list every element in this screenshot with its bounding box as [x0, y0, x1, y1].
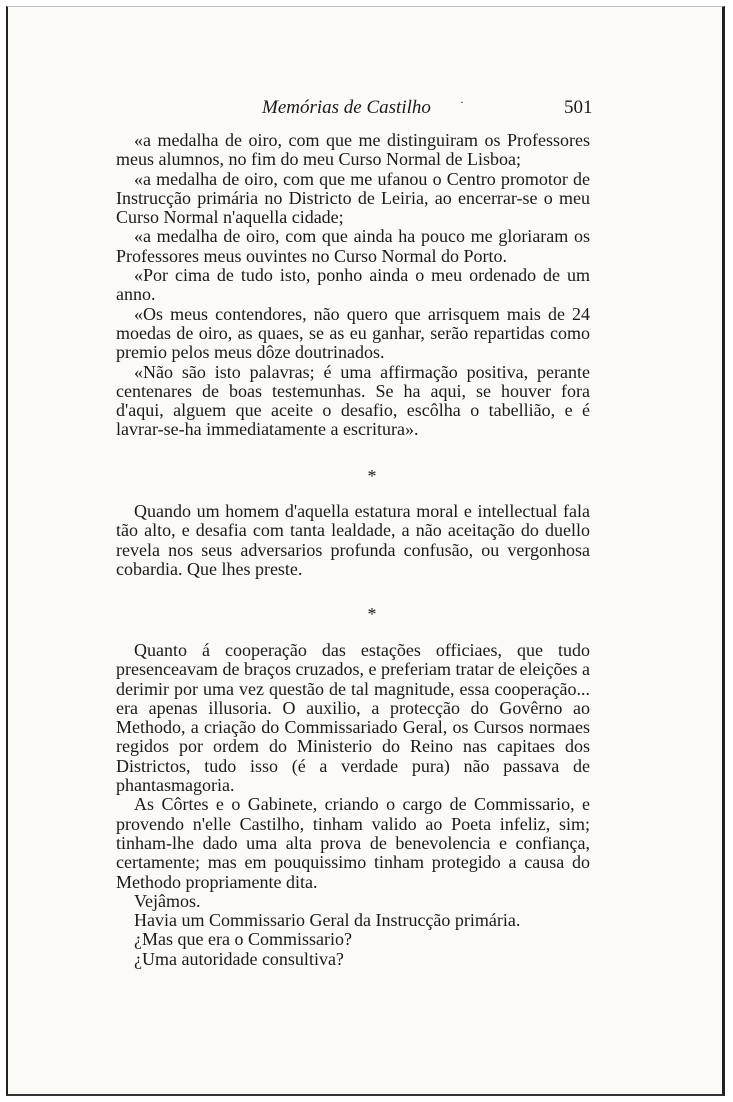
running-title: Memórias de Castilho [262, 97, 431, 118]
commentary-section [116, 502, 590, 579]
book-page [6, 6, 725, 1096]
paragraph: «a medalha de oiro, com que me distinguiram os Professores meus alumnos, no fim do meu Curso Normal de Lisboa; [116, 130, 590, 170]
paragraph: Havia um Commissario Geral da Instrucção primária. [134, 910, 521, 931]
page-header [8, 97, 722, 121]
paragraph: ¿Mas que era o Commissario? [134, 929, 352, 950]
paragraph: «a medalha de oiro, com que me ufanou o Centro promotor de Instrucção primária no Districto de Leiria, ao encerrar-se o meu Curso Normal n'aquella cidade; [116, 168, 590, 228]
paragraph: «Por cima de tudo isto, ponho ainda o meu ordenado de um anno. [116, 265, 590, 305]
header-dot: · [460, 95, 464, 109]
asterisk-divider: * [367, 604, 377, 624]
asterisk-divider: * [367, 466, 377, 486]
paragraph: ¿Uma autoridade consultiva? [134, 948, 344, 969]
section-divider [8, 467, 722, 485]
page-number: 501 [564, 97, 593, 118]
paragraph: Quanto á cooperação das estações officiaes, que tudo presenceavam de braços cruzados, e preferiam tratar de eleições a derimir por uma vez questão de tal magnitude, essa cooperação... era apenas illusoria. O auxilio, a protecção do Govêrno ao Methodo, a criação do Commissariado Geral, os Cursos normaes regidos por ordem do Ministerio do Reino nas capitaes dos Districtos, tudo isso (é a verdade pura) não passava de phantasmagoria. [116, 640, 590, 796]
cooperation-section [116, 641, 590, 969]
paragraph: «Não são isto palavras; é uma affirmação positiva, perante centenares de boas testemunhas. Se ha aqui, se houver fora d'aqui, alguem que aceite o desafio, escôlha o tabellião, e é lavrar-se-ha immediatamente a escritura». [116, 361, 590, 440]
paragraph: As Côrtes e o Gabinete, criando o cargo de Commissario, e provendo n'elle Castilho, tinham valido ao Poeta infeliz, sim; tinham-lhe dado uma alta prova de benevolencia e confiança, certamente; mas em pouquissimo tinham protegido a causa do Methodo propriamente dita. [116, 794, 590, 892]
paragraph: «a medalha de oiro, com que ainda ha pouco me gloriaram os Professores meus ouvintes no Curso Normal do Porto. [116, 226, 590, 266]
paragraph: «Os meus contendores, não quero que arrisquem mais de 24 moedas de oiro, as quaes, se as eu ganhar, serão repartidas como premio pelos meus dôze doutrinados. [116, 303, 590, 363]
section-divider [8, 605, 722, 623]
paragraph: Quando um homem d'aquella estatura moral e intellectual fala tão alto, e desafia com tanta lealdade, a não aceitação do duello revela nos seus adversarios profunda confusão, ou vergonhosa cobardia. Que lhes preste. [116, 501, 590, 579]
paragraph: Vejâmos. [134, 890, 201, 911]
quoted-challenge-section [116, 131, 590, 440]
